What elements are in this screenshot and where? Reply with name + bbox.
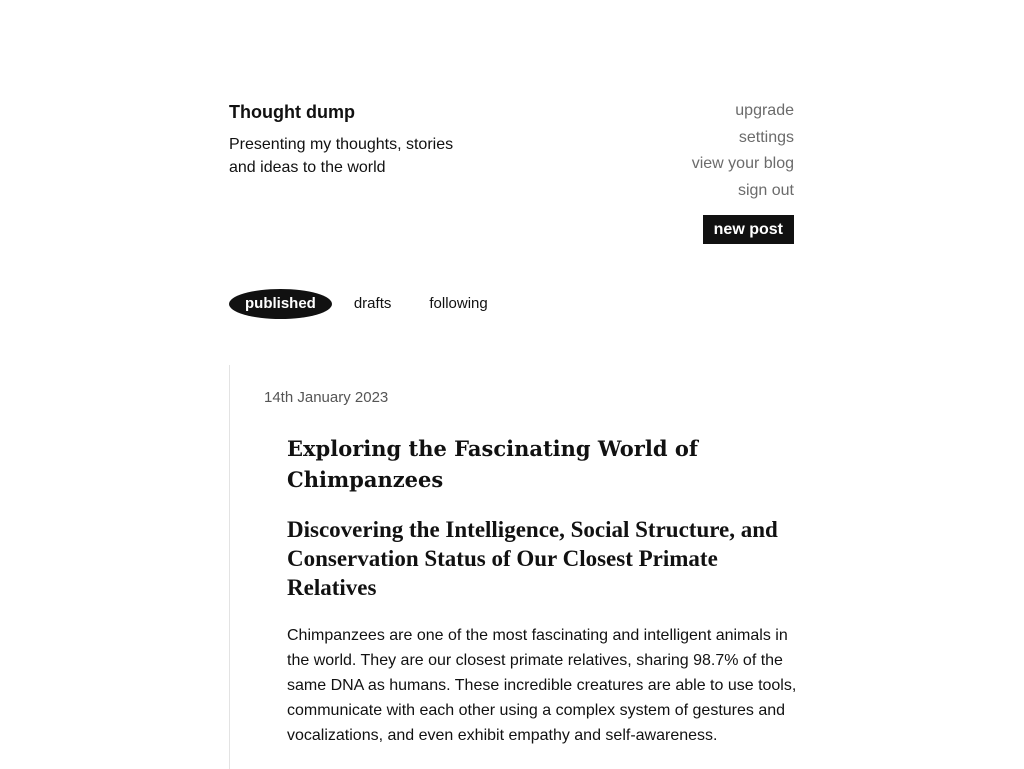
post-card[interactable] xyxy=(229,365,810,769)
upgrade-link[interactable]: upgrade xyxy=(735,102,794,119)
blog-subtitle: Presenting my thoughts, stories and ideas to the world xyxy=(229,136,454,176)
settings-link[interactable]: settings xyxy=(738,128,794,146)
view-blog-link[interactable]: view your blog xyxy=(691,155,794,173)
post-filter-tabs xyxy=(229,289,526,319)
sign-out-link[interactable]: sign out xyxy=(737,181,794,199)
new-post-button[interactable]: new post xyxy=(703,215,794,244)
post-subtitle: Discovering the Intelligence, Social Structure, and Conservation Status of Our Closest Primate Relatives xyxy=(287,517,778,600)
post-excerpt: Chimpanzees are one of the most fascinating and intelligent animals in the world. They are our closest primate relatives, sharing 98.7% of the same DNA as humans. These incredible creatures are able to use tools, communicate with each other using a complex system of gestures and vocalizations, and even exhibit empathy and self-awareness. xyxy=(287,627,797,744)
blog-title: Thought dump xyxy=(229,102,355,122)
post-body xyxy=(287,433,797,748)
account-nav xyxy=(692,98,794,244)
tab-drafts[interactable]: drafts xyxy=(353,295,392,312)
post-title[interactable]: Exploring the Fascinating World of Chimpanzees xyxy=(287,436,698,492)
tab-following[interactable]: following xyxy=(429,295,488,312)
tab-published[interactable]: published xyxy=(229,289,332,319)
post-date: 14th January 2023 xyxy=(264,389,389,406)
